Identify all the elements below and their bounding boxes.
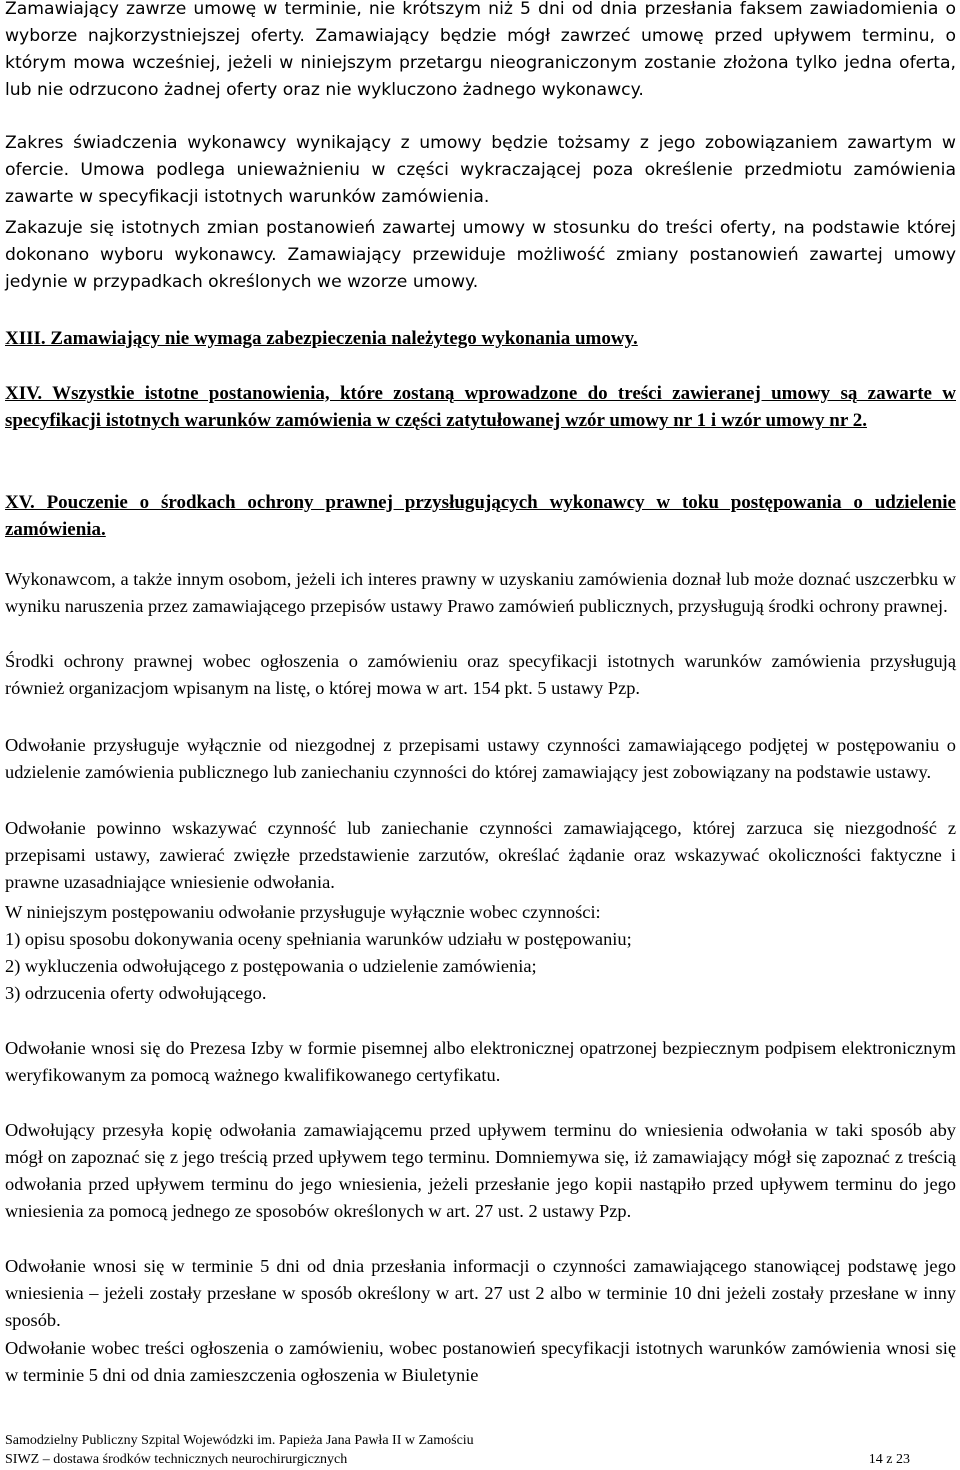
list-item: 1) opisu sposobu dokonywania oceny spełniania warunków udziału w postępowaniu;: [5, 929, 632, 949]
paragraph-legal-remedies: Wykonawcom, a także innym osobom, jeżeli ich interes prawny w uzyskaniu zamówienia doznał lub może doznać uszczerbku w wyniku naruszenia przez zamawiającego przepisów ustawy Prawo zamówień publicznych, przysługują środki ochrony prawnej.: [5, 569, 956, 616]
list-item: 3) odrzucenia oferty odwołującego.: [5, 983, 267, 1003]
page-footer: [5, 1431, 910, 1469]
section-heading-xiii: XIII. Zamawiający nie wymaga zabezpieczenia należytego wykonania umowy.: [5, 328, 638, 349]
paragraph-appeal-deadline: Odwołanie wnosi się w terminie 5 dni od dnia przesłania informacji o czynności zamawiającego stanowiącej podstawę jego wniesienia – jeżeli zostały przesłane w sposób określony w art. 27 ust 2 albo w terminie 10 dni jeżeli zostały przesłane w inny sposób.: [5, 1256, 956, 1330]
section-heading-xv: XV. Pouczenie o środkach ochrony prawnej przysługujących wykonawcy w toku postępowania o udzielenie zamówienia.: [5, 492, 956, 540]
paragraph-appeal-content: Odwołanie powinno wskazywać czynność lub zaniechanie czynności zamawiającego, której zarzuca się niezgodność z przepisami ustawy, zawierać zwięzłe przedstawienie zarzutów, określać żądanie oraz wskazywać okoliczności faktyczne i prawne uzasadniające wniesienie odwołania.: [5, 818, 956, 892]
section-heading-xiv: XIV. Wszystkie istotne postanowienia, które zostaną wprowadzone do treści zawieranej umowy są zawarte w specyfikacji istotnych warunków zamówienia w części zatytułowanej wzór umowy nr 1 i wzór umowy nr 2.: [5, 383, 956, 431]
paragraph-changes: Zakazuje się istotnych zmian postanowień zawartej umowy w stosunku do treści oferty, na podstawie której dokonano wyboru wykonawcy. Zamawiający przewiduje możliwość zmiany postanowień zawartej umowy jedynie w przypadkach określonych we wzorze umowy.: [5, 218, 956, 292]
footer-hospital-name: Samodzielny Publiczny Szpital Wojewódzki im. Papieża Jana Pawła II w Zamościu: [5, 1433, 474, 1448]
paragraph-appeal-copy: Odwołujący przesyła kopię odwołania zamawiającemu przed upływem terminu do wniesienia odwołania w taki sposób aby mógł on zapoznać się z jego treścią przed upływem tego terminu. Domniemywa się, iż zamawiający mógł się zapoznać z treścią odwołania przed upływem terminu do jego wniesienia, jeżeli przesłanie jego kopii nastąpiło przed upływem terminu do jego wniesienia za pomocą jednego ze sposobów określonych w art. 27 ust. 2 ustawy Pzp.: [5, 1120, 956, 1221]
paragraph-appeal-form: Odwołanie wnosi się do Prezesa Izby w formie pisemnej albo elektronicznej opatrzonej bezpiecznym podpisem elektronicznym weryfikowanym za pomocą ważnego kwalifikowanego certyfikatu.: [5, 1038, 956, 1085]
paragraph-appeal-scope: W niniejszym postępowaniu odwołanie przysługuje wyłącznie wobec czynności:: [5, 902, 601, 922]
page-number: 14 z 23: [868, 1452, 910, 1467]
paragraph-scope: Zakres świadczenia wykonawcy wynikający z umowy będzie tożsamy z jego zobowiązaniem zawartym w ofercie. Umowa podlega unieważnieniu w części wykraczającej poza określenie przedmiotu zamówienia zawarte w specyfikacji istotnych warunków zamówienia.: [5, 133, 956, 207]
paragraph-contract-term: Zamawiający zawrze umowę w terminie, nie krótszym niż 5 dni od dnia przesłania faksem zawiadomienia o wyborze najkorzystniejszej oferty. Zamawiający będzie mógł zawrzeć umowę przed upływem terminu, o którym mowa wcześniej, jeżeli w niniejszym przetargu nieograniczonym zostanie złożona tylko jedna oferta, lub nie odrzucono żadnej oferty oraz nie wykluczono żadnego wykonawcy.: [5, 0, 956, 100]
paragraph-appeal-announcement: Odwołanie wobec treści ogłoszenia o zamówieniu, wobec postanowień specyfikacji istotnych warunków zamówienia wnosi się w terminie 5 dni od dnia zamieszczenia ogłoszenia w Biuletynie: [5, 1338, 956, 1385]
paragraph-appeal-basis: Odwołanie przysługuje wyłącznie od niezgodnej z przepisami ustawy czynności zamawiającego podjętej w postępowaniu o udzielenie zamówienia publicznego lub zaniechaniu czynności do której zamawiający jest zobowiązany na podstawie ustawy.: [5, 735, 956, 782]
footer-second-line: [5, 1450, 910, 1469]
list-item: 2) wykluczenia odwołującego z postępowania o udzielenie zamówienia;: [5, 956, 537, 976]
footer-document-title: SIWZ – dostawa środków technicznych neurochirurgicznych: [5, 1452, 348, 1467]
paragraph-remedies-organizations: Środki ochrony prawnej wobec ogłoszenia o zamówieniu oraz specyfikacji istotnych warunków zamówienia przysługują również organizacjom wpisanym na listę, o której mowa w art. 154 pkt. 5 ustawy Pzp.: [5, 651, 956, 698]
